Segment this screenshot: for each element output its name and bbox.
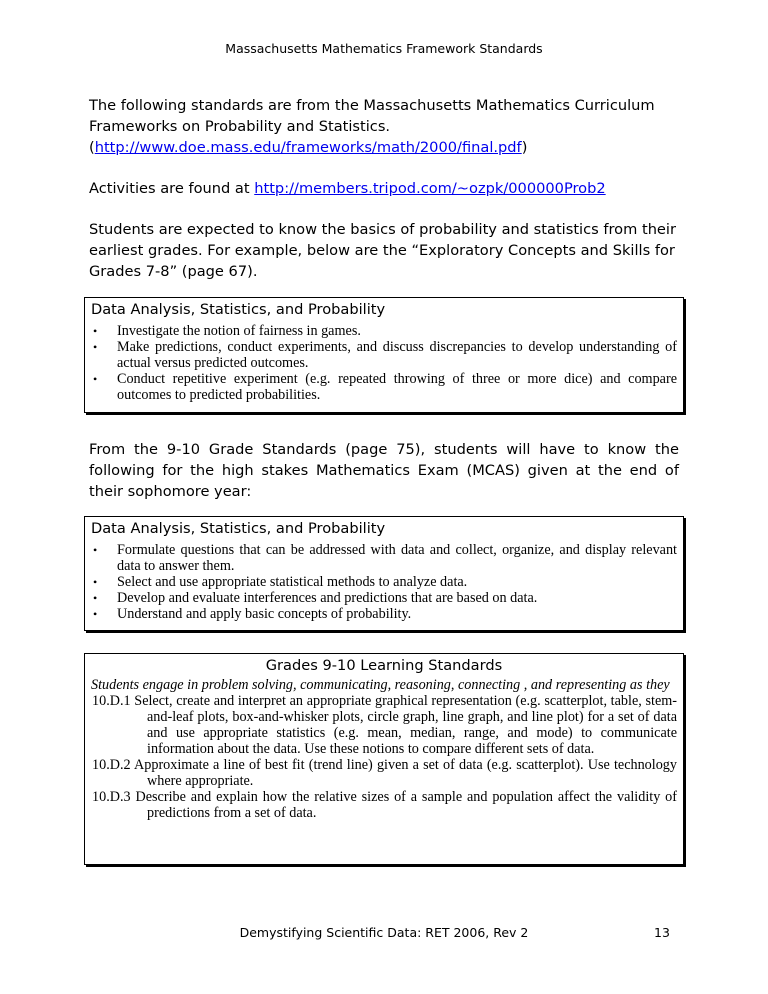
footer-text: Demystifying Scientific Data: RET 2006, Rev 2 <box>239 925 529 940</box>
standard-item: 10.D.3 Describe and explain how the relative sizes of a sample and population affect the validity of predictions from a set of data. <box>92 789 677 821</box>
list-item: • Select and use appropriate statistical methods to analyze data. <box>93 574 468 590</box>
paren-open: ( <box>89 139 95 156</box>
list-item: • Develop and evaluate interferences and predictions that are based on data. <box>93 590 538 606</box>
standards-intro: Students engage in problem solving, communicating, reasoning, connecting , and representing as they <box>91 677 670 693</box>
box-title: Data Analysis, Statistics, and Probability <box>91 520 386 537</box>
list-item: • Conduct repetitive experiment (e.g. repeated throwing of three or more dice) and compare outcomes to predicted probabilities. <box>93 371 677 403</box>
bullet-icon: • <box>93 372 98 386</box>
learning-standards-box <box>84 653 684 865</box>
grade-paragraph: From the 9-10 Grade Standards (page 75), students will have to know the following for the high stakes Mathematics Exam (MCAS) given at the end of their sophomore year: <box>89 441 679 500</box>
box-title: Data Analysis, Statistics, and Probability <box>91 301 386 318</box>
list-item: • Make predictions, conduct experiments, and discuss discrepancies to develop understanding of actual versus predicted outcomes. <box>93 339 677 371</box>
intro-line-3 <box>89 137 679 158</box>
bullet-icon: • <box>93 591 98 605</box>
list-item: • Investigate the notion of fairness in games. <box>93 323 361 339</box>
expectation-paragraph: Students are expected to know the basics of probability and statistics from their earliest grades. For example, below are the “Exploratory Concepts and Skills for Grades 7-8” (page 67). <box>89 221 676 280</box>
bullet-list <box>85 323 683 403</box>
framework-link[interactable]: http://www.doe.mass.edu/frameworks/math/2000/final.pdf <box>94 139 522 156</box>
activities-prefix: Activities are found at <box>89 180 255 197</box>
list-item: • Understand and apply basic concepts of probability. <box>93 606 412 622</box>
bullet-icon: • <box>93 607 98 621</box>
intro-line-2: Frameworks on Probability and Statistics. <box>89 118 391 135</box>
bullet-icon: • <box>93 324 98 338</box>
bullet-list <box>85 542 683 622</box>
box-title: Grades 9-10 Learning Standards <box>265 657 503 674</box>
page-number: 13 <box>654 925 670 940</box>
list-item: • Formulate questions that can be addressed with data and collect, organize, and display relevant data to answer them. <box>93 542 677 574</box>
grade-standards-box <box>84 516 684 631</box>
activities-line <box>89 178 679 199</box>
bullet-icon: • <box>93 575 98 589</box>
page-header: Massachusetts Mathematics Framework Standards <box>225 41 543 56</box>
standard-item: 10.D.2 Approximate a line of best fit (trend line) given a set of data (e.g. scatterplot). Use technology where appropriate. <box>92 757 677 789</box>
intro-paragraph <box>89 95 679 158</box>
bullet-icon: • <box>93 543 98 557</box>
exploratory-standards-box <box>84 297 684 413</box>
intro-line-1: The following standards are from the Massachusetts Mathematics Curriculum <box>89 97 655 114</box>
standard-item: 10.D.1 Select, create and interpret an appropriate graphical representation (e.g. scatterplot, table, stem-and-leaf plots, box-and-whisker plots, circle graph, line graph, and line plot) for a set of data and use appropriate statistics (e.g. mean, median, range, and mode) to communicate information about the data. Use these notions to compare different sets of data. <box>92 693 677 757</box>
bullet-icon: • <box>93 340 98 354</box>
paren-close: ) <box>521 139 528 156</box>
activities-link[interactable]: http://members.tripod.com/~ozpk/000000Prob2 <box>254 180 606 197</box>
